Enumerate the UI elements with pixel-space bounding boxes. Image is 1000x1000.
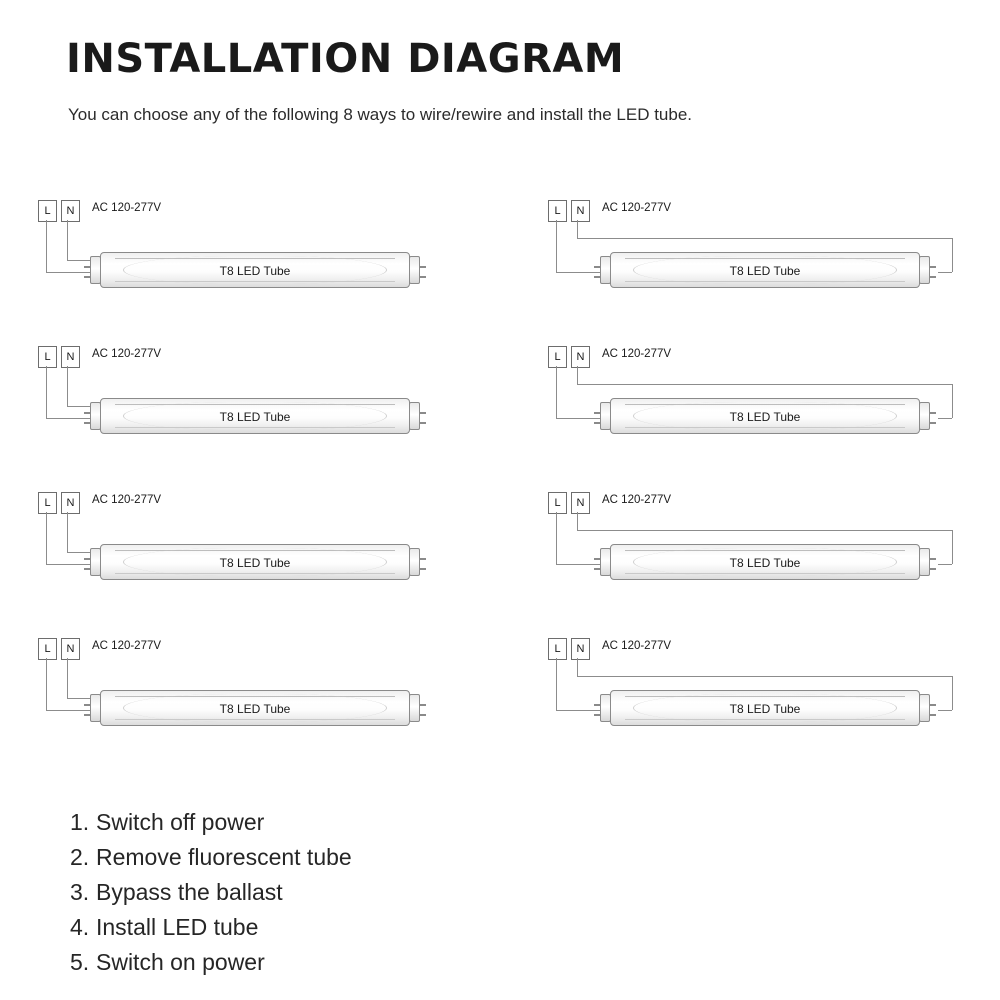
wire-line-vertical bbox=[556, 220, 557, 272]
terminal-line: L bbox=[548, 346, 567, 368]
voltage-label: AC 120-277V bbox=[92, 494, 162, 506]
tube-body bbox=[100, 398, 410, 434]
wire-line-vertical bbox=[46, 512, 47, 564]
tube-pin-icon bbox=[594, 266, 601, 268]
wiring-diagram-3 bbox=[0, 326, 440, 472]
wire-neutral-vertical bbox=[67, 658, 68, 698]
tube-body bbox=[610, 398, 920, 434]
tube-pin-icon bbox=[84, 704, 91, 706]
wire-neutral-to-tube bbox=[938, 418, 952, 419]
terminal-neutral: N bbox=[571, 346, 590, 368]
led-tube bbox=[90, 252, 420, 288]
page-title: INSTALLATION DIAGRAM bbox=[66, 36, 625, 82]
step-number: 1. bbox=[70, 809, 90, 835]
voltage-label: AC 120-277V bbox=[602, 202, 672, 214]
list-item bbox=[70, 805, 670, 840]
tube-pin-icon bbox=[419, 276, 426, 278]
tube-end-right bbox=[409, 548, 420, 576]
voltage-label: AC 120-277V bbox=[602, 348, 672, 360]
tube-pin-icon bbox=[594, 412, 601, 414]
wiring-diagram-8 bbox=[510, 618, 950, 764]
terminal-neutral: N bbox=[61, 492, 80, 514]
wire-neutral-top bbox=[577, 530, 952, 531]
led-tube bbox=[600, 690, 930, 726]
wiring-diagram-5 bbox=[0, 472, 440, 618]
wire-line-vertical bbox=[46, 220, 47, 272]
wire-line-vertical bbox=[46, 658, 47, 710]
step-number: 4. bbox=[70, 914, 90, 940]
wire-line-vertical bbox=[556, 658, 557, 710]
tube-pin-icon bbox=[419, 704, 426, 706]
page-subtitle: You can choose any of the following 8 ways to wire/rewire and install the LED tube. bbox=[68, 105, 693, 124]
led-tube bbox=[600, 398, 930, 434]
led-tube bbox=[90, 398, 420, 434]
tube-end-right bbox=[919, 402, 930, 430]
list-item bbox=[70, 840, 670, 875]
tube-label: T8 LED Tube bbox=[729, 410, 801, 424]
step-text: Remove fluorescent tube bbox=[96, 844, 352, 870]
terminal-block bbox=[38, 638, 80, 660]
step-number: 2. bbox=[70, 844, 90, 870]
wire-line-vertical bbox=[556, 366, 557, 418]
tube-end-left bbox=[600, 548, 611, 576]
tube-end-right bbox=[409, 694, 420, 722]
voltage-label: AC 120-277V bbox=[92, 348, 162, 360]
wire-neutral-drop bbox=[952, 530, 953, 564]
tube-pin-icon bbox=[419, 266, 426, 268]
tube-label: T8 LED Tube bbox=[729, 556, 801, 570]
led-tube bbox=[90, 690, 420, 726]
list-item bbox=[70, 945, 670, 980]
tube-end-left bbox=[600, 402, 611, 430]
terminal-neutral: N bbox=[571, 638, 590, 660]
tube-pin-icon bbox=[84, 568, 91, 570]
tube-label: T8 LED Tube bbox=[729, 264, 801, 278]
tube-end-right bbox=[919, 694, 930, 722]
wire-neutral-vertical bbox=[67, 220, 68, 260]
wiring-diagram-2 bbox=[510, 180, 950, 326]
tube-body bbox=[100, 544, 410, 580]
step-number: 3. bbox=[70, 879, 90, 905]
terminal-line: L bbox=[38, 346, 57, 368]
terminal-block bbox=[548, 346, 590, 368]
tube-end-right bbox=[409, 256, 420, 284]
tube-end-left bbox=[600, 694, 611, 722]
tube-pin-icon bbox=[594, 276, 601, 278]
wire-neutral-vertical bbox=[67, 366, 68, 406]
wire-line-vertical bbox=[46, 366, 47, 418]
tube-pin-icon bbox=[929, 422, 936, 424]
tube-end-right bbox=[919, 256, 930, 284]
tube-pin-icon bbox=[419, 568, 426, 570]
terminal-block bbox=[548, 638, 590, 660]
wiring-diagram-4 bbox=[510, 326, 950, 472]
voltage-label: AC 120-277V bbox=[92, 202, 162, 214]
tube-pin-icon bbox=[929, 558, 936, 560]
tube-pin-icon bbox=[929, 266, 936, 268]
terminal-line: L bbox=[548, 638, 567, 660]
tube-pin-icon bbox=[419, 412, 426, 414]
tube-pin-icon bbox=[84, 714, 91, 716]
tube-pin-icon bbox=[929, 568, 936, 570]
terminal-neutral: N bbox=[571, 200, 590, 222]
terminal-block bbox=[38, 200, 80, 222]
tube-pin-icon bbox=[929, 714, 936, 716]
terminal-neutral: N bbox=[571, 492, 590, 514]
wire-line-vertical bbox=[556, 512, 557, 564]
tube-pin-icon bbox=[929, 276, 936, 278]
terminal-line: L bbox=[38, 492, 57, 514]
tube-label: T8 LED Tube bbox=[219, 410, 291, 424]
wire-neutral-drop bbox=[952, 384, 953, 418]
wire-neutral-vertical bbox=[67, 512, 68, 552]
tube-pin-icon bbox=[84, 276, 91, 278]
wire-neutral-drop bbox=[952, 676, 953, 710]
terminal-neutral: N bbox=[61, 200, 80, 222]
tube-pin-icon bbox=[929, 704, 936, 706]
tube-pin-icon bbox=[594, 704, 601, 706]
led-tube bbox=[600, 544, 930, 580]
led-tube bbox=[90, 544, 420, 580]
terminal-block bbox=[548, 492, 590, 514]
wire-neutral-to-tube bbox=[938, 272, 952, 273]
list-item bbox=[70, 875, 670, 910]
wire-neutral-to-tube bbox=[938, 710, 952, 711]
terminal-block bbox=[38, 346, 80, 368]
wire-neutral-vertical bbox=[577, 512, 578, 530]
tube-pin-icon bbox=[419, 422, 426, 424]
step-text: Install LED tube bbox=[96, 914, 259, 940]
tube-body bbox=[610, 252, 920, 288]
tube-pin-icon bbox=[594, 558, 601, 560]
wire-neutral-top bbox=[577, 384, 952, 385]
led-tube bbox=[600, 252, 930, 288]
tube-pin-icon bbox=[929, 412, 936, 414]
tube-end-left bbox=[600, 256, 611, 284]
tube-pin-icon bbox=[594, 714, 601, 716]
tube-pin-icon bbox=[594, 422, 601, 424]
tube-label: T8 LED Tube bbox=[219, 264, 291, 278]
tube-label: T8 LED Tube bbox=[729, 702, 801, 716]
terminal-line: L bbox=[548, 492, 567, 514]
wire-neutral-to-tube bbox=[938, 564, 952, 565]
tube-end-left bbox=[90, 548, 101, 576]
list-item bbox=[70, 910, 670, 945]
diagram-grid bbox=[0, 180, 1000, 780]
tube-body bbox=[610, 690, 920, 726]
wire-neutral-drop bbox=[952, 238, 953, 272]
step-text: Bypass the ballast bbox=[96, 879, 283, 905]
tube-body bbox=[100, 690, 410, 726]
voltage-label: AC 120-277V bbox=[602, 494, 672, 506]
tube-pin-icon bbox=[84, 412, 91, 414]
tube-body bbox=[610, 544, 920, 580]
wire-neutral-top bbox=[577, 238, 952, 239]
tube-label: T8 LED Tube bbox=[219, 556, 291, 570]
terminal-line: L bbox=[548, 200, 567, 222]
terminal-neutral: N bbox=[61, 638, 80, 660]
wiring-diagram-7 bbox=[0, 618, 440, 764]
tube-pin-icon bbox=[419, 714, 426, 716]
wire-neutral-vertical bbox=[577, 220, 578, 238]
tube-pin-icon bbox=[419, 558, 426, 560]
wiring-diagram-1 bbox=[0, 180, 440, 326]
tube-end-left bbox=[90, 402, 101, 430]
tube-pin-icon bbox=[84, 266, 91, 268]
installation-steps bbox=[70, 805, 670, 980]
tube-end-right bbox=[409, 402, 420, 430]
tube-body bbox=[100, 252, 410, 288]
tube-pin-icon bbox=[594, 568, 601, 570]
tube-label: T8 LED Tube bbox=[219, 702, 291, 716]
wire-neutral-vertical bbox=[577, 366, 578, 384]
voltage-label: AC 120-277V bbox=[602, 640, 672, 652]
terminal-neutral: N bbox=[61, 346, 80, 368]
terminal-block bbox=[548, 200, 590, 222]
wire-neutral-vertical bbox=[577, 658, 578, 676]
tube-end-left bbox=[90, 694, 101, 722]
voltage-label: AC 120-277V bbox=[92, 640, 162, 652]
terminal-line: L bbox=[38, 200, 57, 222]
wire-neutral-top bbox=[577, 676, 952, 677]
tube-end-right bbox=[919, 548, 930, 576]
wiring-diagram-6 bbox=[510, 472, 950, 618]
step-text: Switch on power bbox=[96, 949, 265, 975]
tube-end-left bbox=[90, 256, 101, 284]
step-text: Switch off power bbox=[96, 809, 265, 835]
tube-pin-icon bbox=[84, 422, 91, 424]
tube-pin-icon bbox=[84, 558, 91, 560]
terminal-line: L bbox=[38, 638, 57, 660]
step-number: 5. bbox=[70, 949, 90, 975]
terminal-block bbox=[38, 492, 80, 514]
